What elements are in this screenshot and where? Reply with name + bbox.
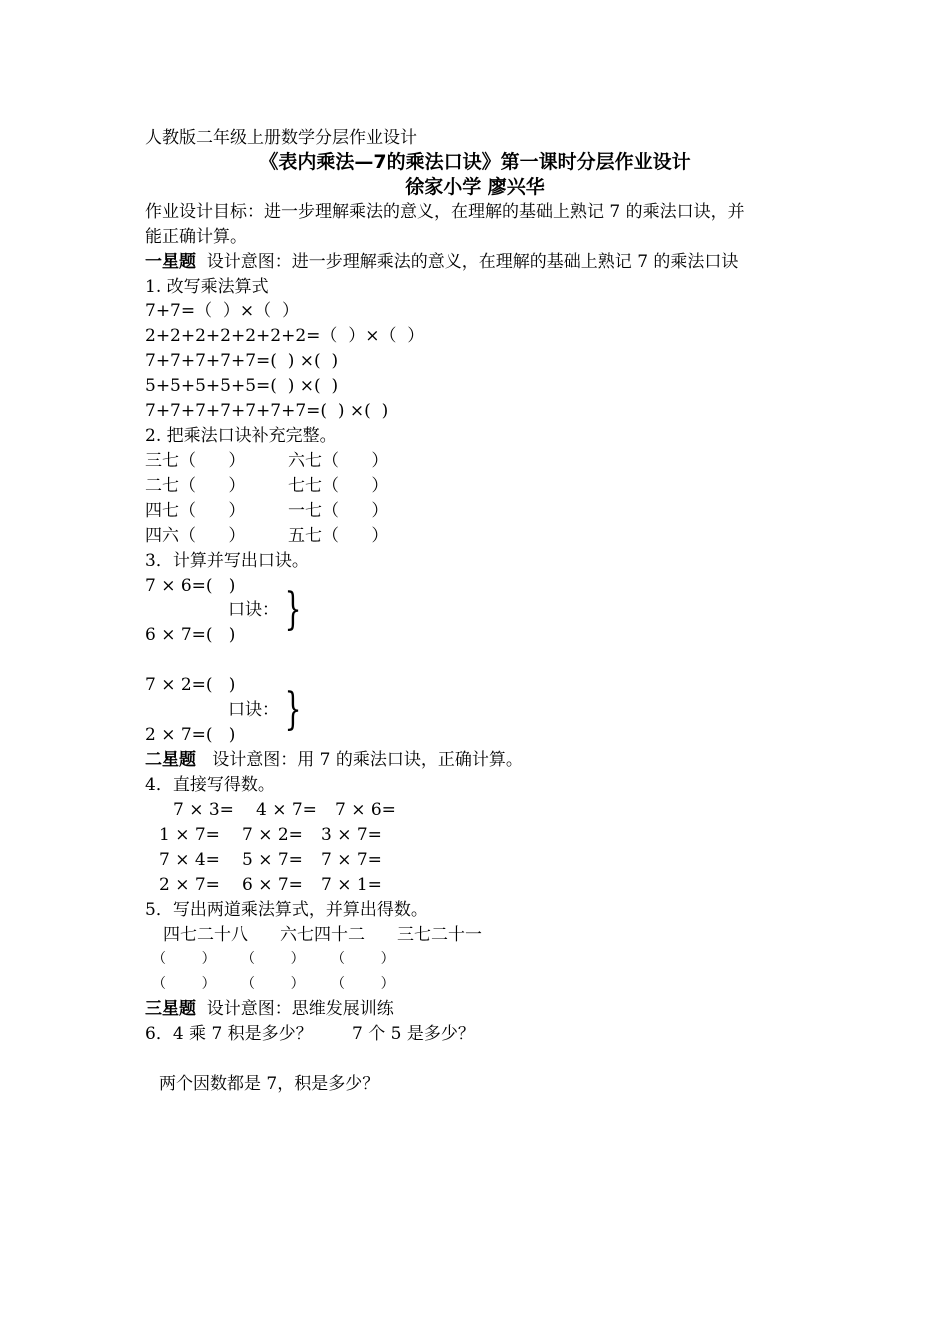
q2-cell: 七七（ ） bbox=[288, 476, 389, 496]
q5-koujue: 六七四十二 bbox=[280, 925, 365, 945]
level1-intent: 设计意图：进一步理解乘法的意义，在理解的基础上熟记 7 的乘法口诀 bbox=[196, 252, 739, 272]
header-line: 人教版二年级上册数学分层作业设计 bbox=[145, 128, 417, 148]
q5-blank: （ ） bbox=[241, 951, 305, 967]
q4-cell: 5 × 7= bbox=[242, 850, 303, 870]
goal-line-1: 作业设计目标：进一步理解乘法的意义，在理解的基础上熟记 7 的乘法口诀，并 bbox=[145, 202, 745, 222]
q2-cell: 四六（ ） bbox=[145, 526, 246, 546]
q5-koujue: 四七二十八 bbox=[163, 925, 248, 945]
q1-item: 5+5+5+5+5=( ) ×( ) bbox=[145, 376, 339, 396]
q4-cell: 7 × 4= bbox=[159, 850, 220, 870]
q4-cell: 7 × 3= bbox=[173, 800, 234, 820]
q2-cell: 三七（ ） bbox=[145, 451, 246, 471]
q2-cell: 五七（ ） bbox=[288, 526, 389, 546]
q6-part-c: 两个因数都是 7，积是多少？ bbox=[159, 1074, 380, 1094]
q3-equation: 6 × 7=( ) bbox=[145, 625, 236, 645]
level3-label: 三星题 bbox=[145, 999, 196, 1019]
q3-equation: 2 × 7=( ) bbox=[145, 725, 236, 745]
q4-cell: 7 × 2= bbox=[242, 825, 303, 845]
q5-blank: （ ） bbox=[152, 951, 216, 967]
q6-part-b: 7 个 5 是多少？ bbox=[352, 1024, 475, 1044]
q5-blank: （ ） bbox=[331, 976, 395, 992]
right-brace: } bbox=[284, 684, 302, 735]
q6-part-a: 6．4 乘 7 积是多少？ bbox=[145, 1024, 313, 1044]
q3-koujue-label: 口诀： bbox=[228, 600, 279, 620]
q5-koujue: 三七二十一 bbox=[397, 925, 482, 945]
q3-equation: 7 × 2=( ) bbox=[145, 675, 236, 695]
q4-cell: 7 × 1= bbox=[321, 875, 382, 895]
q4-cell: 3 × 7= bbox=[321, 825, 382, 845]
level1-heading bbox=[145, 251, 738, 273]
q1-title: 1. 改写乘法算式 bbox=[145, 277, 269, 297]
q4-cell: 1 × 7= bbox=[159, 825, 220, 845]
q3-koujue-label: 口诀： bbox=[228, 700, 279, 720]
q4-cell: 2 × 7= bbox=[159, 875, 220, 895]
right-brace: } bbox=[284, 584, 302, 635]
q5-blank: （ ） bbox=[331, 951, 395, 967]
q1-item: 2+2+2+2+2+2+2=（ ）×（ ） bbox=[145, 326, 425, 346]
q1-item: 7+7+7+7+7+7+7=( ) ×( ) bbox=[145, 401, 389, 421]
q1-item: 7+7+7+7+7=( ) ×( ) bbox=[145, 351, 339, 371]
q5-title: 5．写出两道乘法算式，并算出得数。 bbox=[145, 900, 428, 920]
q4-cell: 7 × 7= bbox=[321, 850, 382, 870]
q3-title: 3．计算并写出口诀。 bbox=[145, 551, 309, 571]
q1-item: 7+7=（ ）×（ ） bbox=[145, 301, 299, 321]
q4-cell: 4 × 7= bbox=[256, 800, 317, 820]
q5-blank: （ ） bbox=[241, 976, 305, 992]
q5-blank: （ ） bbox=[152, 976, 216, 992]
document-title: 《表内乘法—7的乘法口诀》第一课时分层作业设计 bbox=[259, 151, 691, 173]
q2-cell: 一七（ ） bbox=[288, 501, 389, 521]
q4-cell: 6 × 7= bbox=[242, 875, 303, 895]
level2-label: 二星题 bbox=[145, 750, 196, 770]
q2-cell: 六七（ ） bbox=[288, 451, 389, 471]
goal-line-2: 能正确计算。 bbox=[145, 227, 247, 247]
level3-intent: 设计意图：思维发展训练 bbox=[196, 999, 394, 1019]
level2-intent: 设计意图：用 7 的乘法口诀，正确计算。 bbox=[196, 750, 523, 770]
q2-cell: 二七（ ） bbox=[145, 476, 246, 496]
q4-cell: 7 × 6= bbox=[335, 800, 396, 820]
level2-heading bbox=[145, 749, 523, 771]
author-line: 徐家小学 廖兴华 bbox=[405, 176, 545, 198]
q2-cell: 四七（ ） bbox=[145, 501, 246, 521]
q2-title: 2. 把乘法口诀补充完整。 bbox=[145, 426, 337, 446]
level3-heading bbox=[145, 998, 394, 1020]
q4-title: 4．直接写得数。 bbox=[145, 775, 275, 795]
level1-label: 一星题 bbox=[145, 252, 196, 272]
q3-equation: 7 × 6=( ) bbox=[145, 576, 236, 596]
